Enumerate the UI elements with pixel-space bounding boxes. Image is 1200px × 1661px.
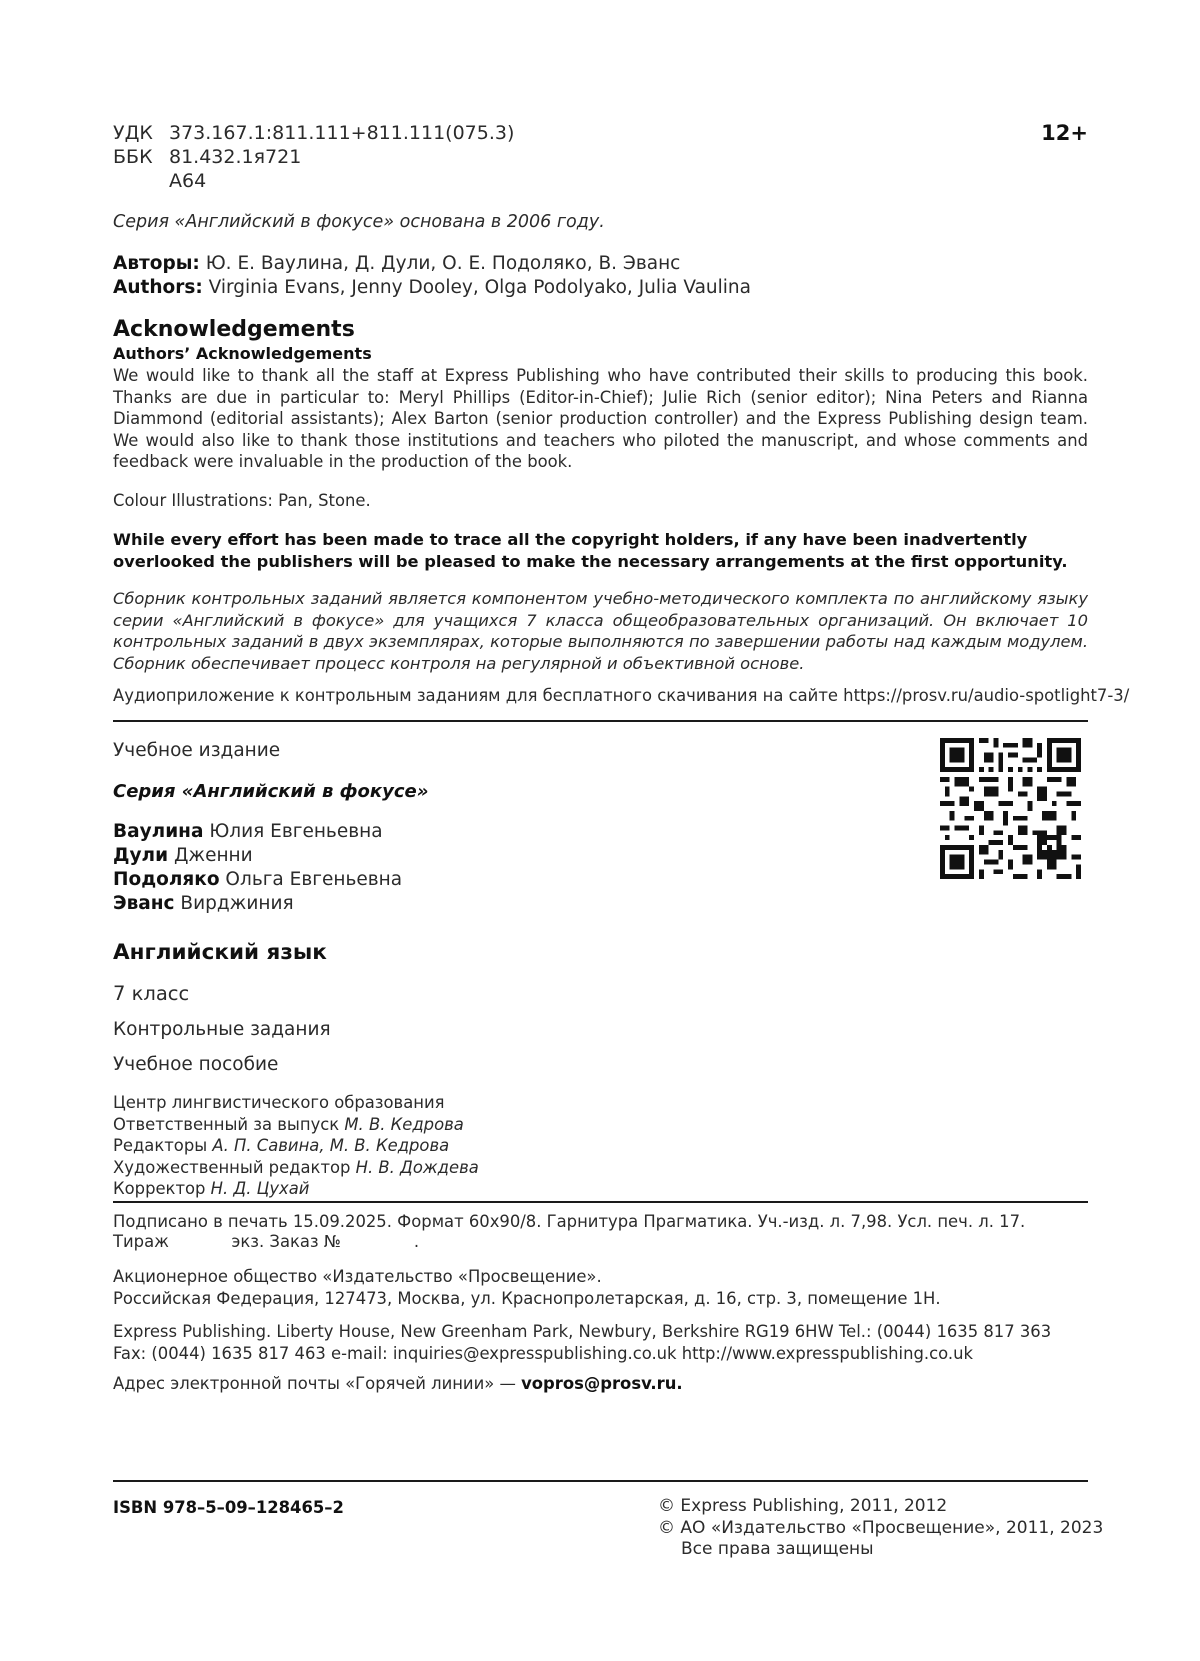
editorial-staff: Центр лингвистического образования Ответственный за выпуск М. В. Кедрова Редакторы А. П. Савина, М. В. Кедрова Художественный редактор Н. В. Дождева Корректор Н. Д. Цухай <box>113 1093 479 1198</box>
acknowledgements-heading: Acknowledgements <box>113 317 355 342</box>
age-rating: 12+ <box>1041 121 1088 145</box>
acknowledgements-body: We would like to thank all the staff at Express Publishing who have contributed their skills to producing this book. Thanks are due in particular to: Meryl Phillips (Editor-in-Chief); Julie Rich (senior editor); Nina Peters and Rianna Diammond (editorial assistants); Alex Barton (senior production controller) and the Express Publishing design team. We would also like to thank those institutions and teachers who piloted the manuscript, and whose comments and feedback were invaluable in the production of the book. <box>113 366 1088 471</box>
series-name: Серия «Английский в фокусе» <box>113 781 429 802</box>
series-founded: Серия «Английский в фокусе» основана в 2006 году. <box>113 212 605 232</box>
hotline-email-link[interactable]: vopros@prosv.ru. <box>521 1374 683 1393</box>
print-info: Подписано в печать 15.09.2025. Формат 60x90/8. Гарнитура Прагматика. Уч.-изд. л. 7,98. Усл. печ. л. 17. Тираж экз. Заказ № . <box>113 1212 1026 1251</box>
authors-en-label: Authors: <box>113 277 203 298</box>
person-line: Дули Дженни <box>113 845 253 866</box>
publication-manual: Учебное пособие <box>113 1054 279 1075</box>
classification-block <box>113 121 514 193</box>
staff-art-editor: Н. В. Дождева <box>355 1157 479 1177</box>
acknowledgements-subheading: Authors’ Acknowledgements <box>113 344 372 363</box>
bbk-value: 81.432.1я721 <box>169 146 302 168</box>
express-publishing-contacts: Express Publishing. Liberty House, New Greenham Park, Newbury, Berkshire RG19 6HW Tel.: (0044) 1635 817 363 Fax: (0044) 1635 817 463 e-mail: inquiries@expresspublishing.co.uk http://www.expresspublishing.co.uk <box>113 1322 1052 1363</box>
isbn: ISBN 978–5–09–128465–2 <box>113 1498 344 1517</box>
staff-editors: А. П. Савина, М. В. Кедрова <box>212 1136 450 1155</box>
people-list <box>113 820 402 916</box>
collection-description: Сборник контрольных заданий является компонентом учебно-методического комплекта по английскому языку серии «Английский в фокусе» для учащихся 7 класса общеобразовательных организаций. Он включает 10 контрольных заданий в двух экземплярах, которые выполняются по завершении работы над каждым модулем. Сборник обеспечивает процесс контроля на регулярной и объективной основе. <box>113 589 1088 673</box>
edition-type: Учебное издание <box>113 740 281 761</box>
audio-line: Аудиоприложение к контрольным заданиям для бесплатного скачивания на сайте https://prosv.ru/audio-spotlight7-3/ <box>113 686 1130 705</box>
subject-title: Английский язык <box>113 940 327 965</box>
authors-ru-label: Авторы: <box>113 253 200 274</box>
staff-responsible: М. В. Кедрова <box>344 1114 464 1134</box>
imprint-page <box>113 0 1130 1661</box>
authors-ru-value: Ю. Е. Ваулина, Д. Дули, О. Е. Подоляко, В. Эванс <box>199 253 681 274</box>
person-line: Эванс Вирджиния <box>113 893 294 914</box>
authors-block <box>113 252 751 300</box>
bbk-label: ББК <box>113 146 153 168</box>
copyright-rights: © Express Publishing, 2011, 2012 © АО «Издательство «Просвещение», 2011, 2023 Все права защищены <box>658 1496 1104 1559</box>
copyright-note: While every effort has been made to trace all the copyright holders, if any have been inadvertently overlooked the publishers will be pleased to make the necessary arrangements at the first opportunity. <box>113 530 1068 571</box>
publication-kind: Контрольные задания <box>113 1019 331 1040</box>
grade: 7 класс <box>113 982 190 1005</box>
divider <box>113 1201 1088 1203</box>
staff-center: Центр лингвистического образования <box>113 1093 445 1112</box>
udk-label: УДК <box>113 122 153 144</box>
publisher-address: Акционерное общество «Издательство «Просвещение». Российская Федерация, 127473, Москва, ул. Краснопролетарская, д. 16, стр. 3, помещение 1Н. <box>113 1267 941 1308</box>
person-line: Ваулина Юлия Евгеньевна <box>113 821 383 842</box>
udk-value: 373.167.1:811.111+811.111(075.3) <box>169 122 515 144</box>
colour-illustrations: Colour Illustrations: Pan, Stone. <box>113 491 371 510</box>
hotline-email: Адрес электронной почты «Горячей линии» — vopros@prosv.ru. <box>113 1374 683 1393</box>
divider <box>113 720 1088 722</box>
authors-en-value: Virginia Evans, Jenny Dooley, Olga Podolyako, Julia Vaulina <box>202 277 751 298</box>
author-code: А64 <box>169 170 207 192</box>
divider <box>113 1480 1088 1482</box>
qr-code-icon <box>940 738 1081 879</box>
staff-proofreader: Н. Д. Цухай <box>210 1179 310 1198</box>
person-line: Подоляко Ольга Евгеньевна <box>113 869 403 890</box>
